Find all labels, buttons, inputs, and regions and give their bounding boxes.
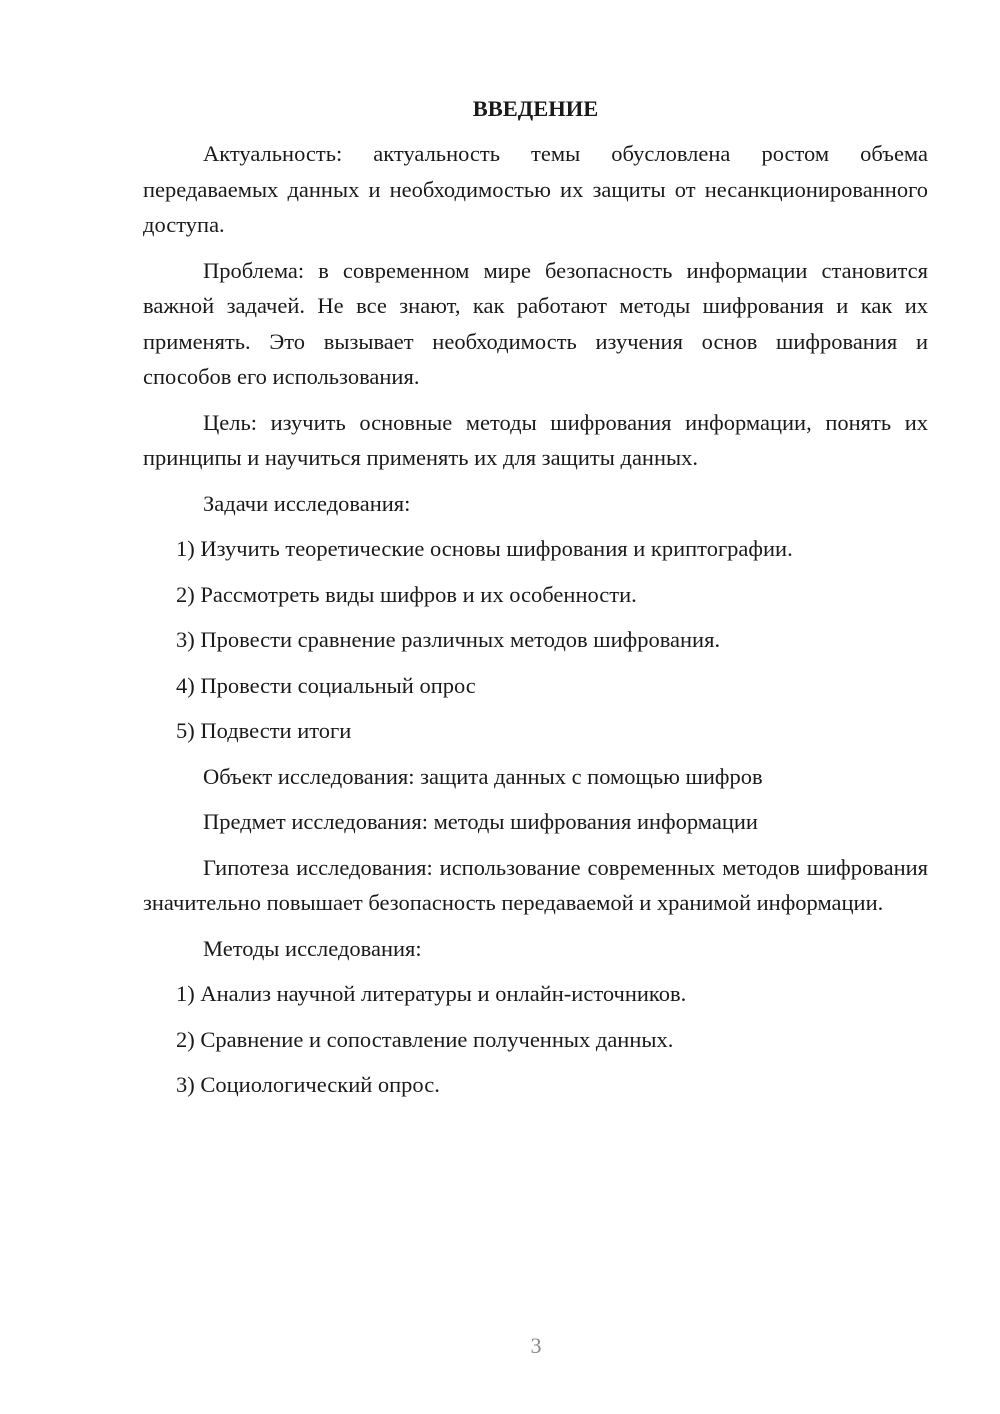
- page-number: 3: [530, 1333, 542, 1358]
- page-content: [143, 92, 928, 1113]
- method-item: 2) Сравнение и сопоставление полученных данных.: [176, 1026, 674, 1052]
- task-item: 4) Провести социальный опрос: [176, 672, 476, 698]
- research-object: Объект исследования: защита данных с помощью шифров: [203, 763, 763, 789]
- method-item: 1) Анализ научной литературы и онлайн-источников.: [176, 981, 687, 1006]
- research-subject: Предмет исследования: методы шифрования информации: [203, 809, 758, 834]
- hypothesis-paragraph: Гипотеза исследования: использование современных методов шифрования значительно повышает безопасность передаваемой и хранимой информации.: [143, 854, 928, 915]
- problem-paragraph: Проблема: в современном мире безопасность информации становится важной задачей. Не все знают, как работают методы шифрования и как их применять. Это вызывает необходимость изучения основ шифрования и способов его использования.: [143, 257, 928, 389]
- methods-heading: Методы исследования:: [203, 935, 422, 961]
- method-item: 3) Социологический опрос.: [176, 1072, 440, 1097]
- task-item: 3) Провести сравнение различных методов шифрования.: [176, 627, 721, 652]
- section-title: ВВЕДЕНИЕ: [472, 96, 599, 121]
- goal-paragraph: Цель: изучить основные методы шифрования информации, понять их принципы и научиться применять их для защиты данных.: [143, 409, 928, 470]
- task-item: 5) Подвести итоги: [176, 718, 352, 743]
- relevance-paragraph: Актуальность: актуальность темы обусловлена ростом объема передаваемых данных и необходимостью их защиты от несанкционированного доступа.: [143, 141, 928, 237]
- task-item: 2) Рассмотреть виды шифров и их особенности.: [176, 581, 637, 607]
- task-item: 1) Изучить теоретические основы шифрования и криптографии.: [176, 536, 793, 561]
- tasks-heading: Задачи исследования:: [203, 490, 411, 516]
